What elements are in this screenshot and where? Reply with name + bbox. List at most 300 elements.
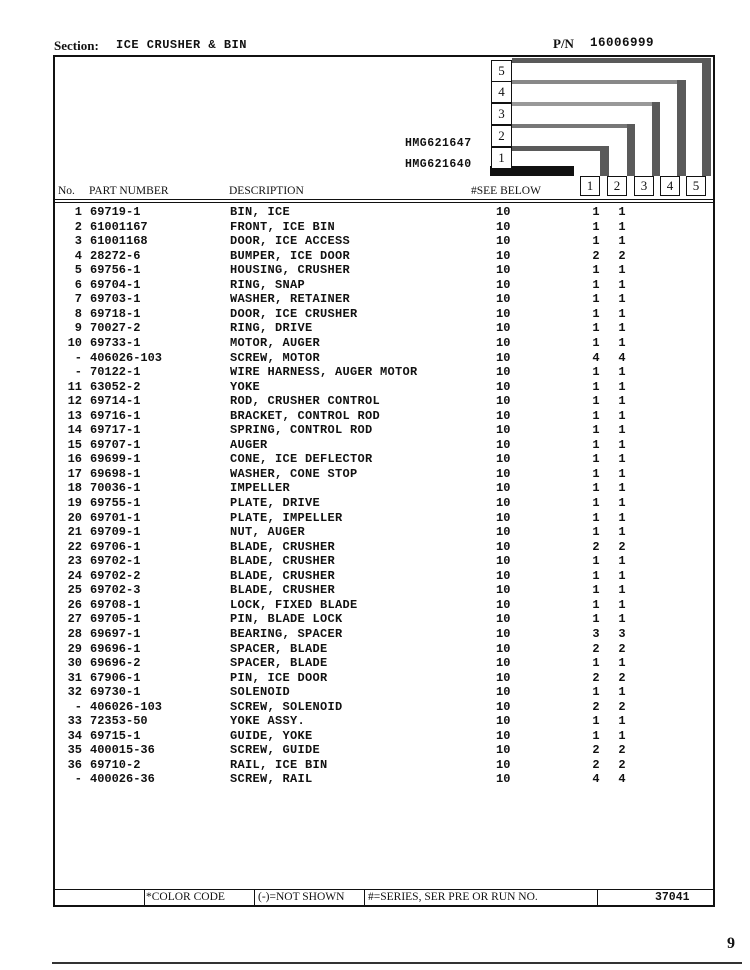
- table-row: [0, 525, 750, 539]
- part-description: MOTOR, AUGER: [230, 335, 321, 350]
- quantity-model-1: 1: [592, 496, 600, 510]
- column-number-2: 2: [607, 176, 627, 196]
- footer-not-shown: (-)=NOT SHOWN: [258, 891, 345, 903]
- header-series: #SEE BELOW: [471, 185, 541, 197]
- item-number: 13: [67, 408, 82, 423]
- item-number: 5: [74, 263, 82, 278]
- quantity-model-1: 1: [592, 306, 600, 321]
- item-number: 9: [74, 321, 82, 336]
- section-title: ICE CRUSHER & BIN: [116, 38, 247, 52]
- part-number: 69702-1: [90, 554, 141, 569]
- quantity-model-1: 1: [592, 452, 600, 467]
- item-number: 17: [67, 466, 82, 481]
- series-number: 10: [496, 394, 511, 409]
- quantity-model-2: 3: [618, 626, 626, 641]
- quantity-model-2: 1: [618, 394, 626, 409]
- item-number: 36: [67, 757, 82, 772]
- item-number: 26: [67, 597, 82, 612]
- header-part-number: PART NUMBER: [89, 185, 169, 197]
- part-description: BLADE, CRUSHER: [230, 539, 336, 554]
- quantity-model-2: 2: [618, 757, 626, 772]
- quantity-model-1: 1: [592, 321, 600, 336]
- series-number: 10: [496, 626, 511, 641]
- series-number: 10: [496, 335, 511, 350]
- table-row: [0, 612, 750, 626]
- part-description: SCREW, MOTOR: [230, 350, 321, 365]
- part-description: SCREW, GUIDE: [230, 743, 321, 758]
- header-no: No.: [58, 185, 75, 197]
- quantity-model-1: 1: [592, 510, 600, 525]
- quantity-model-2: 1: [618, 568, 626, 583]
- quantity-model-2: 2: [618, 699, 626, 714]
- series-number: 10: [496, 277, 511, 292]
- series-number: 10: [496, 670, 511, 685]
- footer-color-code: *COLOR CODE: [146, 891, 225, 903]
- item-number: 30: [67, 656, 82, 671]
- part-description: FRONT, ICE BIN: [230, 219, 336, 234]
- quantity-model-2: 1: [618, 205, 626, 219]
- series-number: 10: [496, 510, 511, 525]
- item-number: 21: [67, 525, 82, 540]
- table-row: [0, 467, 750, 481]
- quantity-model-2: 1: [618, 408, 626, 423]
- quantity-model-1: 1: [592, 394, 600, 409]
- quantity-model-1: 1: [592, 466, 600, 481]
- item-number: 31: [67, 670, 82, 685]
- table-row: [0, 292, 750, 306]
- part-number-label: P/N: [553, 36, 574, 51]
- header-description: DESCRIPTION: [229, 185, 304, 197]
- part-description: BRACKET, CONTROL ROD: [230, 408, 381, 423]
- part-description: PLATE, DRIVE: [230, 496, 321, 510]
- part-description: BEARING, SPACER: [230, 626, 343, 641]
- part-description: PLATE, IMPELLER: [230, 510, 343, 525]
- table-row: [0, 394, 750, 408]
- part-description: AUGER: [230, 437, 268, 452]
- column-number-5: 5: [686, 176, 706, 196]
- part-number: 69710-2: [90, 757, 141, 772]
- item-number: 11: [67, 379, 82, 394]
- table-row: [0, 249, 750, 263]
- part-description: RING, SNAP: [230, 277, 306, 292]
- series-number: 10: [496, 379, 511, 394]
- stair-bar-4: [512, 80, 684, 84]
- table-row: [0, 583, 750, 597]
- item-number: 20: [67, 510, 82, 525]
- series-number: 10: [496, 772, 511, 787]
- quantity-model-2: 1: [618, 714, 626, 729]
- table-row: [0, 336, 750, 350]
- table-row: [0, 554, 750, 568]
- item-number: 22: [67, 539, 82, 554]
- table-row: [0, 758, 750, 772]
- quantity-model-2: 1: [618, 685, 626, 700]
- quantity-model-2: 1: [618, 365, 626, 380]
- series-number: 10: [496, 466, 511, 481]
- series-number: 10: [496, 248, 511, 263]
- column-number-3: 3: [634, 176, 654, 196]
- quantity-model-1: 1: [592, 379, 600, 394]
- part-number: 69702-3: [90, 583, 141, 598]
- item-number: 18: [67, 481, 82, 496]
- quantity-model-1: 1: [592, 612, 600, 627]
- item-number: 32: [67, 685, 82, 700]
- bottom-rule: [52, 962, 742, 964]
- item-number: 12: [67, 394, 82, 409]
- part-description: LOCK, FIXED BLADE: [230, 597, 358, 612]
- part-number: 69696-2: [90, 656, 141, 671]
- model-number-1: HMG621640: [405, 158, 472, 171]
- quantity-model-2: 1: [618, 481, 626, 496]
- section-label: Section:: [54, 38, 99, 53]
- stair-bar-3: [512, 102, 660, 106]
- table-row: [0, 496, 750, 510]
- stair-col-1: [600, 146, 609, 176]
- part-description: YOKE ASSY.: [230, 714, 306, 729]
- series-number: 10: [496, 554, 511, 569]
- part-number: 69719-1: [90, 205, 141, 219]
- item-number: 35: [67, 743, 82, 758]
- series-box-5: 5: [491, 60, 512, 82]
- item-number: 19: [67, 496, 82, 510]
- series-number: 10: [496, 350, 511, 365]
- document-number: 37041: [655, 891, 690, 904]
- part-number: 70036-1: [90, 481, 141, 496]
- part-number: 69717-1: [90, 423, 141, 438]
- part-number: 69756-1: [90, 263, 141, 278]
- table-row: [0, 714, 750, 728]
- part-number: 70027-2: [90, 321, 141, 336]
- quantity-model-1: 4: [592, 772, 600, 787]
- stair-bar-5: [512, 58, 710, 63]
- table-row: [0, 220, 750, 234]
- table-row: [0, 205, 750, 219]
- stair-bar-1: [512, 146, 608, 151]
- series-number: 10: [496, 437, 511, 452]
- part-number: 69701-1: [90, 510, 141, 525]
- item-number: 7: [74, 292, 82, 307]
- item-number: 29: [67, 641, 82, 656]
- table-row: [0, 365, 750, 379]
- part-number: 69718-1: [90, 306, 141, 321]
- quantity-model-1: 2: [592, 641, 600, 656]
- part-description: SPACER, BLADE: [230, 656, 328, 671]
- part-number: 69733-1: [90, 335, 141, 350]
- part-number: 69716-1: [90, 408, 141, 423]
- part-number: 406026-103: [90, 699, 163, 714]
- quantity-model-1: 1: [592, 583, 600, 598]
- quantity-model-2: 1: [618, 219, 626, 234]
- part-number: 72353-50: [90, 714, 148, 729]
- part-description: SPACER, BLADE: [230, 641, 328, 656]
- series-number: 10: [496, 743, 511, 758]
- part-number: 69704-1: [90, 277, 141, 292]
- series-number: 10: [496, 423, 511, 438]
- footer-separator: [597, 889, 598, 907]
- quantity-model-1: 4: [592, 350, 600, 365]
- item-number: 25: [67, 583, 82, 598]
- quantity-model-2: 1: [618, 234, 626, 249]
- item-number: 34: [67, 728, 82, 743]
- table-row: [0, 656, 750, 670]
- stair-col-3: [652, 102, 660, 176]
- quantity-model-2: 1: [618, 554, 626, 569]
- table-row: [0, 351, 750, 365]
- footer-series-note: #=SERIES, SER PRE OR RUN NO.: [368, 891, 538, 903]
- series-number: 10: [496, 321, 511, 336]
- series-number: 10: [496, 263, 511, 278]
- item-number: -: [74, 699, 82, 714]
- table-row: [0, 481, 750, 495]
- series-number: 10: [496, 525, 511, 540]
- quantity-model-2: 1: [618, 335, 626, 350]
- quantity-model-2: 1: [618, 379, 626, 394]
- series-box-4: 4: [491, 81, 512, 103]
- quantity-model-2: 1: [618, 583, 626, 598]
- part-description: PIN, BLADE LOCK: [230, 612, 343, 627]
- series-number: 10: [496, 481, 511, 496]
- series-number: 10: [496, 612, 511, 627]
- part-description: NUT, AUGER: [230, 525, 306, 540]
- quantity-model-2: 4: [618, 350, 626, 365]
- part-number: 69709-1: [90, 525, 141, 540]
- part-number: 69730-1: [90, 685, 141, 700]
- series-number: 10: [496, 656, 511, 671]
- series-number: 10: [496, 496, 511, 510]
- series-number: 10: [496, 568, 511, 583]
- quantity-model-1: 2: [592, 670, 600, 685]
- part-number: 69706-1: [90, 539, 141, 554]
- part-description: BLADE, CRUSHER: [230, 554, 336, 569]
- quantity-model-1: 2: [592, 743, 600, 758]
- item-number: -: [74, 350, 82, 365]
- series-number: 10: [496, 205, 511, 219]
- part-description: WASHER, CONE STOP: [230, 466, 358, 481]
- part-description: PIN, ICE DOOR: [230, 670, 328, 685]
- part-number: 69707-1: [90, 437, 141, 452]
- part-number: 69755-1: [90, 496, 141, 510]
- quantity-model-1: 1: [592, 554, 600, 569]
- table-row: [0, 540, 750, 554]
- part-number: 400015-36: [90, 743, 155, 758]
- quantity-model-2: 2: [618, 670, 626, 685]
- quantity-model-2: 1: [618, 466, 626, 481]
- part-description: ROD, CRUSHER CONTROL: [230, 394, 381, 409]
- table-row: [0, 743, 750, 757]
- item-number: 3: [74, 234, 82, 249]
- quantity-model-1: 1: [592, 423, 600, 438]
- footer-separator: [254, 889, 255, 907]
- stair-bar-2: [512, 124, 634, 128]
- series-number: 10: [496, 539, 511, 554]
- quantity-model-1: 1: [592, 292, 600, 307]
- quantity-model-2: 2: [618, 539, 626, 554]
- part-description: HOUSING, CRUSHER: [230, 263, 351, 278]
- quantity-model-2: 1: [618, 292, 626, 307]
- quantity-model-1: 1: [592, 728, 600, 743]
- part-number: 400026-36: [90, 772, 155, 787]
- part-number: 69698-1: [90, 466, 141, 481]
- quantity-model-2: 2: [618, 641, 626, 656]
- part-number: 69696-1: [90, 641, 141, 656]
- item-number: 33: [67, 714, 82, 729]
- item-number: 4: [74, 248, 82, 263]
- quantity-model-2: 1: [618, 597, 626, 612]
- quantity-model-1: 1: [592, 365, 600, 380]
- part-description: BLADE, CRUSHER: [230, 583, 336, 598]
- quantity-model-2: 1: [618, 437, 626, 452]
- series-number: 10: [496, 757, 511, 772]
- part-number: 69708-1: [90, 597, 141, 612]
- series-number: 10: [496, 408, 511, 423]
- column-number-1: 1: [580, 176, 600, 196]
- part-description: SCREW, RAIL: [230, 772, 313, 787]
- quantity-model-1: 2: [592, 248, 600, 263]
- quantity-model-1: 1: [592, 205, 600, 219]
- item-number: 6: [74, 277, 82, 292]
- series-number: 10: [496, 583, 511, 598]
- model-number-2: HMG621647: [405, 137, 472, 150]
- quantity-model-2: 1: [618, 277, 626, 292]
- table-row: [0, 642, 750, 656]
- series-box-3: 3: [491, 103, 512, 125]
- series-number: 10: [496, 699, 511, 714]
- quantity-model-1: 1: [592, 597, 600, 612]
- quantity-model-1: 1: [592, 481, 600, 496]
- part-description: CONE, ICE DEFLECTOR: [230, 452, 373, 467]
- item-number: 1: [74, 205, 82, 219]
- part-description: RAIL, ICE BIN: [230, 757, 328, 772]
- header-rule: [53, 199, 715, 200]
- part-description: SOLENOID: [230, 685, 291, 700]
- part-description: SCREW, SOLENOID: [230, 699, 343, 714]
- quantity-model-1: 1: [592, 525, 600, 540]
- part-description: BUMPER, ICE DOOR: [230, 248, 351, 263]
- series-number: 10: [496, 234, 511, 249]
- table-row: [0, 423, 750, 437]
- quantity-model-2: 1: [618, 510, 626, 525]
- footer-rule: [53, 889, 715, 890]
- item-number: 16: [67, 452, 82, 467]
- item-number: 24: [67, 568, 82, 583]
- quantity-model-2: 1: [618, 612, 626, 627]
- quantity-model-1: 2: [592, 539, 600, 554]
- item-number: 10: [67, 335, 82, 350]
- part-number: 69714-1: [90, 394, 141, 409]
- quantity-model-1: 1: [592, 656, 600, 671]
- item-number: 23: [67, 554, 82, 569]
- quantity-model-2: 1: [618, 306, 626, 321]
- part-description: IMPELLER: [230, 481, 291, 496]
- series-number: 10: [496, 641, 511, 656]
- table-row: [0, 671, 750, 685]
- part-number: 69705-1: [90, 612, 141, 627]
- item-number: 8: [74, 306, 82, 321]
- quantity-model-2: 2: [618, 248, 626, 263]
- part-description: SPRING, CONTROL ROD: [230, 423, 373, 438]
- table-row: [0, 380, 750, 394]
- part-number-value: 16006999: [590, 36, 655, 50]
- quantity-model-2: 1: [618, 656, 626, 671]
- series-number: 10: [496, 714, 511, 729]
- part-number: 69715-1: [90, 728, 141, 743]
- part-description: BIN, ICE: [230, 205, 291, 219]
- part-number: 69697-1: [90, 626, 141, 641]
- part-number: 70122-1: [90, 365, 141, 380]
- item-number: 28: [67, 626, 82, 641]
- part-description: GUIDE, YOKE: [230, 728, 313, 743]
- table-row: [0, 700, 750, 714]
- table-row: [0, 569, 750, 583]
- quantity-model-1: 1: [592, 277, 600, 292]
- table-row: [0, 598, 750, 612]
- quantity-model-1: 1: [592, 234, 600, 249]
- quantity-model-1: 2: [592, 757, 600, 772]
- part-number: 61001168: [90, 234, 148, 249]
- series-box-2: 2: [491, 125, 512, 147]
- table-row: [0, 234, 750, 248]
- table-row: [0, 438, 750, 452]
- quantity-model-2: 4: [618, 772, 626, 787]
- series-number: 10: [496, 292, 511, 307]
- footer-separator: [144, 889, 145, 907]
- quantity-model-2: 1: [618, 728, 626, 743]
- table-row: [0, 321, 750, 335]
- part-description: BLADE, CRUSHER: [230, 568, 336, 583]
- part-description: DOOR, ICE ACCESS: [230, 234, 351, 249]
- quantity-model-1: 1: [592, 685, 600, 700]
- item-number: -: [74, 365, 82, 380]
- table-row: [0, 685, 750, 699]
- quantity-model-1: 1: [592, 714, 600, 729]
- part-number: 406026-103: [90, 350, 163, 365]
- quantity-model-2: 1: [618, 263, 626, 278]
- quantity-model-1: 1: [592, 437, 600, 452]
- part-number: 28272-6: [90, 248, 141, 263]
- item-number: -: [74, 772, 82, 787]
- table-row: [0, 263, 750, 277]
- quantity-model-2: 1: [618, 496, 626, 510]
- part-number: 69703-1: [90, 292, 141, 307]
- stair-col-4: [677, 80, 686, 176]
- quantity-model-1: 1: [592, 408, 600, 423]
- header-rule-2: [53, 202, 715, 203]
- part-number: 61001167: [90, 219, 148, 234]
- series-number: 10: [496, 685, 511, 700]
- part-description: DOOR, ICE CRUSHER: [230, 306, 358, 321]
- stair-col-5: [702, 58, 711, 176]
- series-number: 10: [496, 306, 511, 321]
- quantity-model-2: 1: [618, 423, 626, 438]
- table-row: [0, 278, 750, 292]
- quantity-model-1: 1: [592, 263, 600, 278]
- table-row: [0, 452, 750, 466]
- item-number: 14: [67, 423, 82, 438]
- table-row: [0, 729, 750, 743]
- part-number: 69702-2: [90, 568, 141, 583]
- table-row: [0, 627, 750, 641]
- series-number: 10: [496, 597, 511, 612]
- series-number: 10: [496, 452, 511, 467]
- series-number: 10: [496, 728, 511, 743]
- quantity-model-1: 1: [592, 219, 600, 234]
- table-row: [0, 307, 750, 321]
- series-number: 10: [496, 219, 511, 234]
- quantity-model-2: 1: [618, 452, 626, 467]
- quantity-model-1: 1: [592, 568, 600, 583]
- quantity-model-2: 1: [618, 321, 626, 336]
- page-number: 9: [727, 935, 735, 952]
